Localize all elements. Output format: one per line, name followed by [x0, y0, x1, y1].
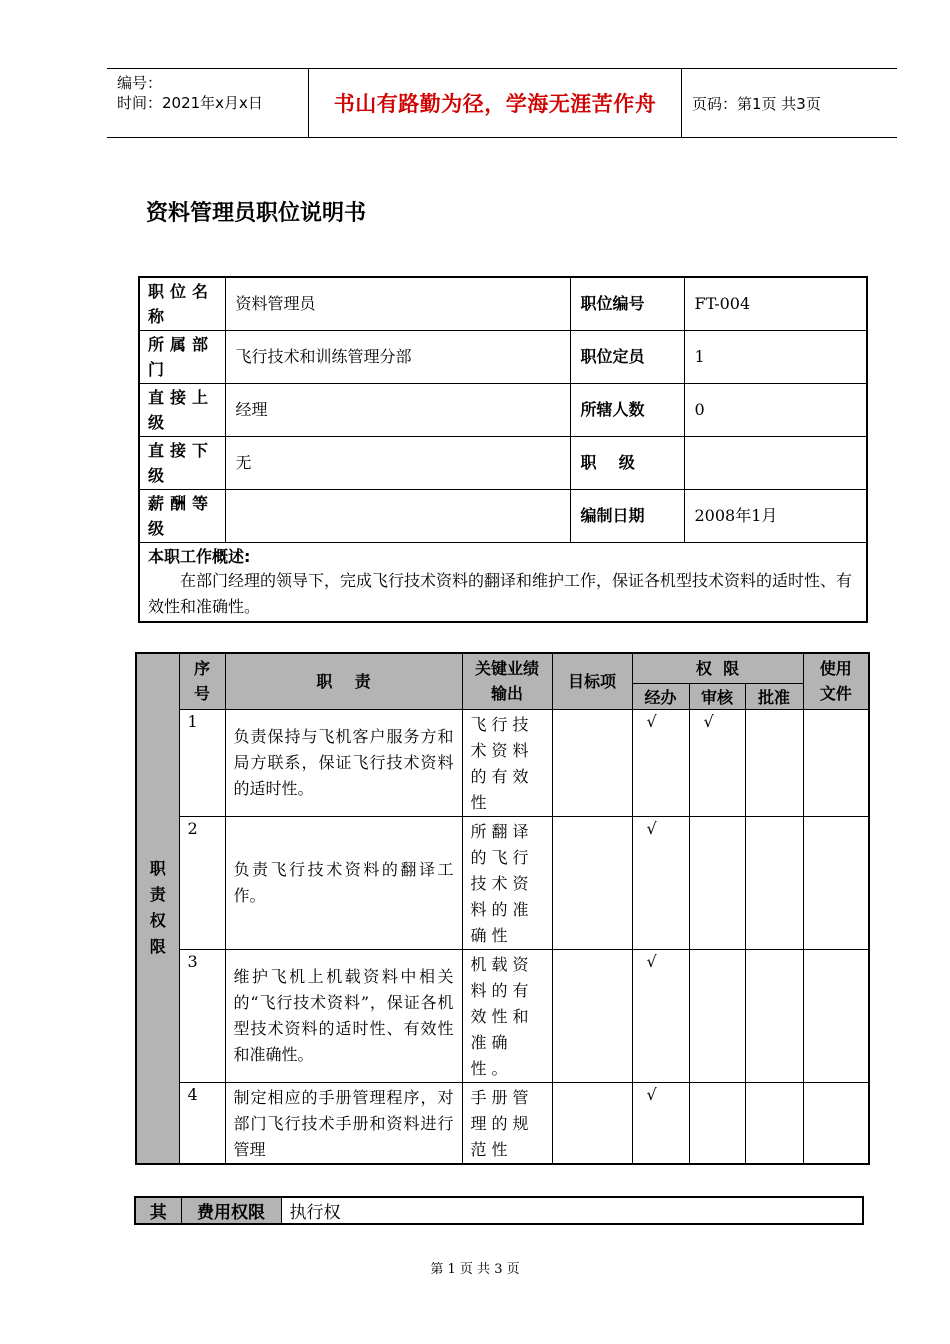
- info-label: 职 级: [570, 436, 684, 489]
- header-handle: 经办: [632, 683, 689, 709]
- other-value: 执行权: [281, 1197, 863, 1224]
- approve-check: [745, 949, 803, 1082]
- kpi-text: 所翻译的飞行技术资料的准确性: [462, 816, 552, 949]
- info-value: 无: [225, 436, 570, 489]
- docs-cell: [803, 1082, 869, 1164]
- review-check: [689, 1082, 745, 1164]
- info-label: 薪酬等级: [139, 489, 225, 542]
- info-value: 经理: [225, 383, 570, 436]
- info-label: 职位定员: [570, 330, 684, 383]
- table-row: [136, 949, 869, 1082]
- handle-check: √: [632, 709, 689, 816]
- header-authority: 权 限: [632, 653, 803, 683]
- header-approve: 批准: [745, 683, 803, 709]
- handle-check: √: [632, 1082, 689, 1164]
- info-label: 所属部门: [139, 330, 225, 383]
- table-header-row: [136, 653, 869, 683]
- row-number: 1: [179, 709, 225, 816]
- info-label: 直接下级: [139, 436, 225, 489]
- info-row: [139, 383, 867, 436]
- serial-label: 编号：: [117, 74, 163, 92]
- info-label: 直接上级: [139, 383, 225, 436]
- kpi-text: 机载资料的有效性和准确性。: [462, 949, 552, 1082]
- header-docs: [803, 653, 869, 709]
- review-check: √: [689, 709, 745, 816]
- duty-text: 负责飞行技术资料的翻译工作。: [225, 816, 462, 949]
- info-value: 0: [684, 383, 867, 436]
- info-row: [139, 330, 867, 383]
- table-row: [136, 816, 869, 949]
- header-meta: [107, 69, 309, 137]
- page-footer: 第 1 页 共 3 页: [430, 1262, 520, 1277]
- approve-check: [745, 1082, 803, 1164]
- info-value: [225, 489, 570, 542]
- header-docs-text: 使用文件: [819, 659, 852, 704]
- target-cell: [552, 949, 632, 1082]
- info-row: [139, 436, 867, 489]
- header-kpi-text: 关键业绩输出: [474, 659, 539, 704]
- approve-check: [745, 816, 803, 949]
- other-authority-table: [134, 1196, 864, 1225]
- info-label: 编制日期: [570, 489, 684, 542]
- header-kpi: [462, 653, 552, 709]
- table-row: [136, 709, 869, 816]
- other-label: 费用权限: [181, 1197, 281, 1224]
- docs-cell: [803, 949, 869, 1082]
- info-value: 1: [684, 330, 867, 383]
- header-target: 目标项: [552, 653, 632, 709]
- handle-check: √: [632, 816, 689, 949]
- docs-cell: [803, 816, 869, 949]
- row-number: 4: [179, 1082, 225, 1164]
- info-value: 2008年1月: [684, 489, 867, 542]
- page-header: [107, 68, 897, 138]
- duties-table: [135, 652, 870, 1165]
- duties-side-label: [136, 653, 179, 1164]
- kpi-text: 飞行技术资料的有效性: [462, 709, 552, 816]
- info-value: [684, 436, 867, 489]
- kpi-text: 手册管理的规范性: [462, 1082, 552, 1164]
- target-cell: [552, 1082, 632, 1164]
- info-label: 所辖人数: [570, 383, 684, 436]
- summary-title: 本职工作概述:: [148, 546, 251, 566]
- duty-text: 维护飞机上机载资料中相关的“飞行技术资料”，保证各机型技术资料的适时性、有效性和准确性。: [225, 949, 462, 1082]
- duty-text: 负责保持与飞机客户服务方和局方联系，保证飞行技术资料的适时性。: [225, 709, 462, 816]
- info-value: 飞行技术和训练管理分部: [225, 330, 570, 383]
- table-row: [135, 1197, 863, 1224]
- position-info-table: [138, 276, 868, 623]
- header-page-info: 页码：第1页 共3页: [692, 94, 821, 113]
- header-duty: 职 责: [225, 653, 462, 709]
- target-cell: [552, 709, 632, 816]
- header-motto: 书山有路勤为径，学海无涯苦作舟: [309, 69, 682, 137]
- info-value: FT-004: [684, 277, 867, 330]
- document-title: 资料管理员职位说明书: [146, 200, 367, 226]
- summary-cell: [139, 542, 867, 622]
- info-value: 资料管理员: [225, 277, 570, 330]
- target-cell: [552, 816, 632, 949]
- docs-cell: [803, 709, 869, 816]
- header-seq-text: 序号: [193, 659, 210, 704]
- row-number: 3: [179, 949, 225, 1082]
- info-label: 职位编号: [570, 277, 684, 330]
- review-check: [689, 816, 745, 949]
- info-row: [139, 277, 867, 330]
- review-check: [689, 949, 745, 1082]
- row-number: 2: [179, 816, 225, 949]
- duty-text: 制定相应的手册管理程序，对部门飞行技术手册和资料进行管理: [225, 1082, 462, 1164]
- handle-check: √: [632, 949, 689, 1082]
- summary-row: [139, 542, 867, 622]
- info-label: 职位名称: [139, 277, 225, 330]
- table-row: [136, 1082, 869, 1164]
- approve-check: [745, 709, 803, 816]
- header-review: 审核: [689, 683, 745, 709]
- header-seq: [179, 653, 225, 709]
- other-side-label: 其: [135, 1197, 181, 1224]
- info-row: [139, 489, 867, 542]
- summary-text: 在部门经理的领导下，完成飞行技术资料的翻译和维护工作，保证各机型技术资料的适时性、有效性和准确性。: [148, 570, 853, 616]
- time-label: 时间：2021年x月x日: [117, 94, 263, 112]
- side-label-text: 职责权限: [149, 859, 166, 957]
